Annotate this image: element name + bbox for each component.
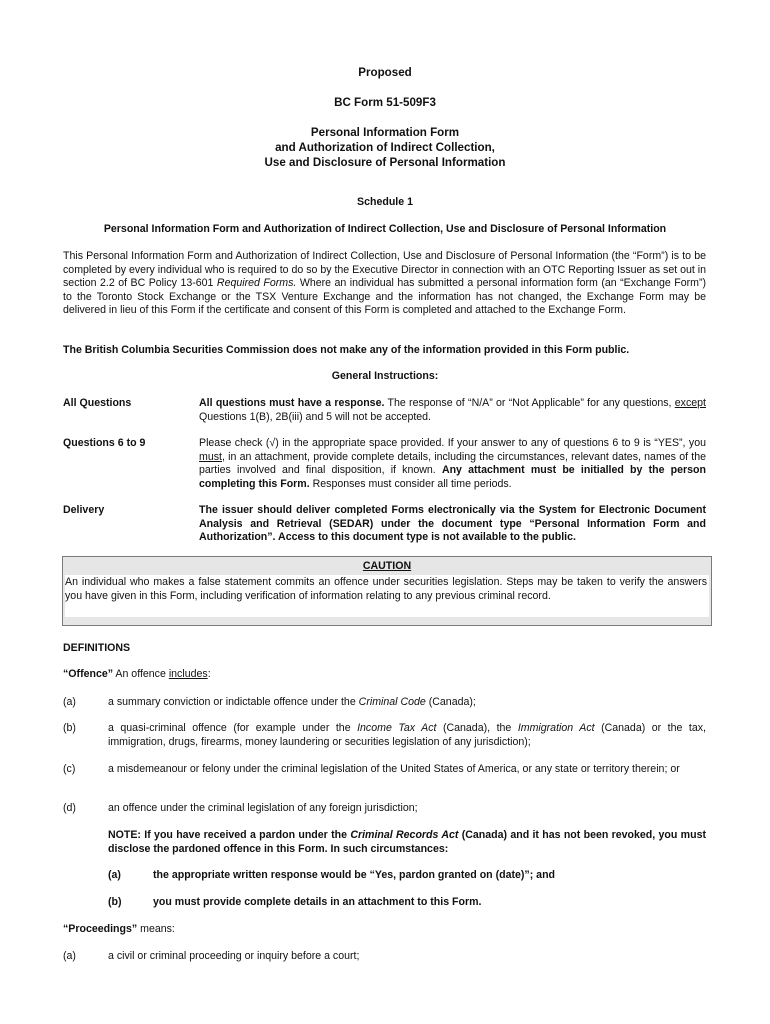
- offence-definition: [63, 668, 703, 682]
- form-title-line-1: Personal Information Form: [310, 126, 460, 139]
- list-item: [108, 802, 706, 816]
- item-text: an offence under the criminal legislation of any foreign jurisdiction;: [108, 802, 418, 814]
- note-item: you must provide complete details in an attachment to this Form.: [153, 896, 482, 908]
- proceedings-text: means:: [137, 923, 175, 935]
- proposed-label: Proposed: [358, 66, 412, 79]
- item-italic: Income Tax Act: [357, 722, 437, 734]
- form-number: BC Form 51-509F3: [334, 96, 436, 109]
- offence-text: An offence: [113, 668, 169, 680]
- caution-box: [62, 556, 712, 626]
- note-item: the appropriate written response would be “Yes, pardon granted on (date)”; and: [153, 869, 556, 881]
- q6-text-2: , in an attachment, provide complete details, including the circumstances, relevant dates, names of the parties involved and final disposition, if known.: [199, 450, 706, 477]
- list-item-label: (a): [63, 696, 76, 708]
- form-title-line-2: and Authorization of Indirect Collection,: [275, 141, 495, 154]
- item-italic: Immigration Act: [517, 722, 595, 734]
- intro-text-italic: Required Forms.: [216, 277, 297, 290]
- offence-term: “Offence”: [63, 668, 114, 680]
- intro-paragraph: [63, 250, 706, 318]
- q6-text-1: Please check (√) in the appropriate space provided. If your answer to any of questions 6 to 9 is “YES”, you: [199, 437, 706, 449]
- note-italic: Criminal Records Act: [350, 829, 459, 841]
- list-item: [108, 763, 706, 777]
- list-item-label: (d): [63, 802, 76, 814]
- caution-heading: CAUTION: [362, 560, 412, 572]
- except-underlined: except: [674, 397, 706, 409]
- proceedings-definition: [63, 923, 703, 937]
- q6-text-3: Responses must consider all time periods.: [309, 477, 512, 490]
- schedule-title: Personal Information Form and Authorization of Indirect Collection, Use and Disclosure of Personal Information: [103, 223, 667, 235]
- item-text: a misdemeanour or felony under the criminal legislation of the United States of America, or any state or territory therein; or: [108, 763, 680, 775]
- must-underlined: must: [199, 450, 222, 463]
- offence-colon: :: [207, 668, 211, 680]
- intro-text-b: Where an individual has submitted a personal information form (an “Exchange Form”) to the Toronto Stock Exchange or the TSX Venture Exchange and the information has not changed, the Exchange Form may be delivered in lieu of this Form if the certificate and consent of this Form is completed and attached to the Exchange Form.: [63, 277, 707, 317]
- public-notice: The British Columbia Securities Commission does not make any of the information provided in this Form public.: [63, 344, 630, 356]
- list-item-label: (c): [63, 763, 76, 775]
- form-title-line-3: Use and Disclosure of Personal Information: [264, 156, 506, 169]
- item-text: (Canada);: [425, 696, 476, 708]
- caution-body: [65, 575, 709, 617]
- item-text: (Canada) or the tax, immigration, drugs, firearms, money laundering or securities legislation of any jurisdiction);: [108, 722, 706, 748]
- general-instructions-heading: General Instructions:: [331, 370, 439, 382]
- note-text-b: (Canada) and it has not been revoked, you must disclose the pardoned offence in this Form. In such circumstances:: [108, 829, 706, 855]
- item-text: a summary conviction or indictable offence under the: [108, 696, 359, 708]
- all-questions-text: [199, 397, 706, 424]
- list-item-label: (b): [63, 722, 76, 734]
- note-text-a: NOTE: If you have received a pardon under the: [108, 829, 351, 841]
- questions-6-9-label: Questions 6 to 9: [63, 437, 146, 449]
- note-item-label: (a): [108, 869, 121, 881]
- definitions-heading: DEFINITIONS: [63, 642, 131, 654]
- item-text: (Canada), the: [436, 722, 518, 734]
- all-questions-bold: All questions must have a response.: [199, 397, 385, 409]
- caution-text: An individual who makes a false statement commits an offence under securities legislation. Steps may be taken to verify the answers you have given in this Form, including verification of information relating to any previous criminal record.: [65, 576, 707, 602]
- list-item-label: (a): [63, 950, 76, 962]
- item-text: a quasi-criminal offence (for example under the: [108, 722, 358, 734]
- delivery-text: The issuer should deliver completed Forms electronically via the System for Electronic Document Analysis and Retrieval (SEDAR) under the document type “Personal Information Form and Authorization”. Access to this document type is not available to the public.: [199, 504, 706, 544]
- intro-text-a: This Personal Information Form and Authorization of Indirect Collection, Use and Disclosure of Personal Information (the “Form”) is to be completed by every individual who is required to do so by the Executive Director in connection with an OTC Reporting Issuer as set out in section 2.2 of BC Policy 13-601: [63, 250, 707, 290]
- list-item: [108, 722, 706, 749]
- q6-bold: Any attachment must be initialled by the person completing this Form.: [199, 464, 706, 490]
- item-italic: Criminal Code: [358, 696, 426, 708]
- all-questions-label: All Questions: [63, 397, 132, 409]
- list-item: [108, 696, 706, 710]
- includes-underlined: includes: [168, 668, 208, 680]
- schedule-label: Schedule 1: [357, 196, 413, 208]
- proceedings-term: “Proceedings”: [63, 923, 138, 935]
- all-questions-text-2: Questions 1(B), 2B(iii) and 5 will not be accepted.: [199, 410, 432, 423]
- note-item-label: (b): [108, 896, 122, 908]
- list-item: a civil or criminal proceeding or inquiry before a court;: [108, 950, 360, 962]
- questions-6-9-text: [199, 437, 706, 491]
- all-questions-text-1: The response of “N/A” or “Not Applicable” for any questions,: [384, 397, 675, 409]
- pardon-note: [108, 829, 706, 856]
- delivery-label: Delivery: [63, 504, 105, 516]
